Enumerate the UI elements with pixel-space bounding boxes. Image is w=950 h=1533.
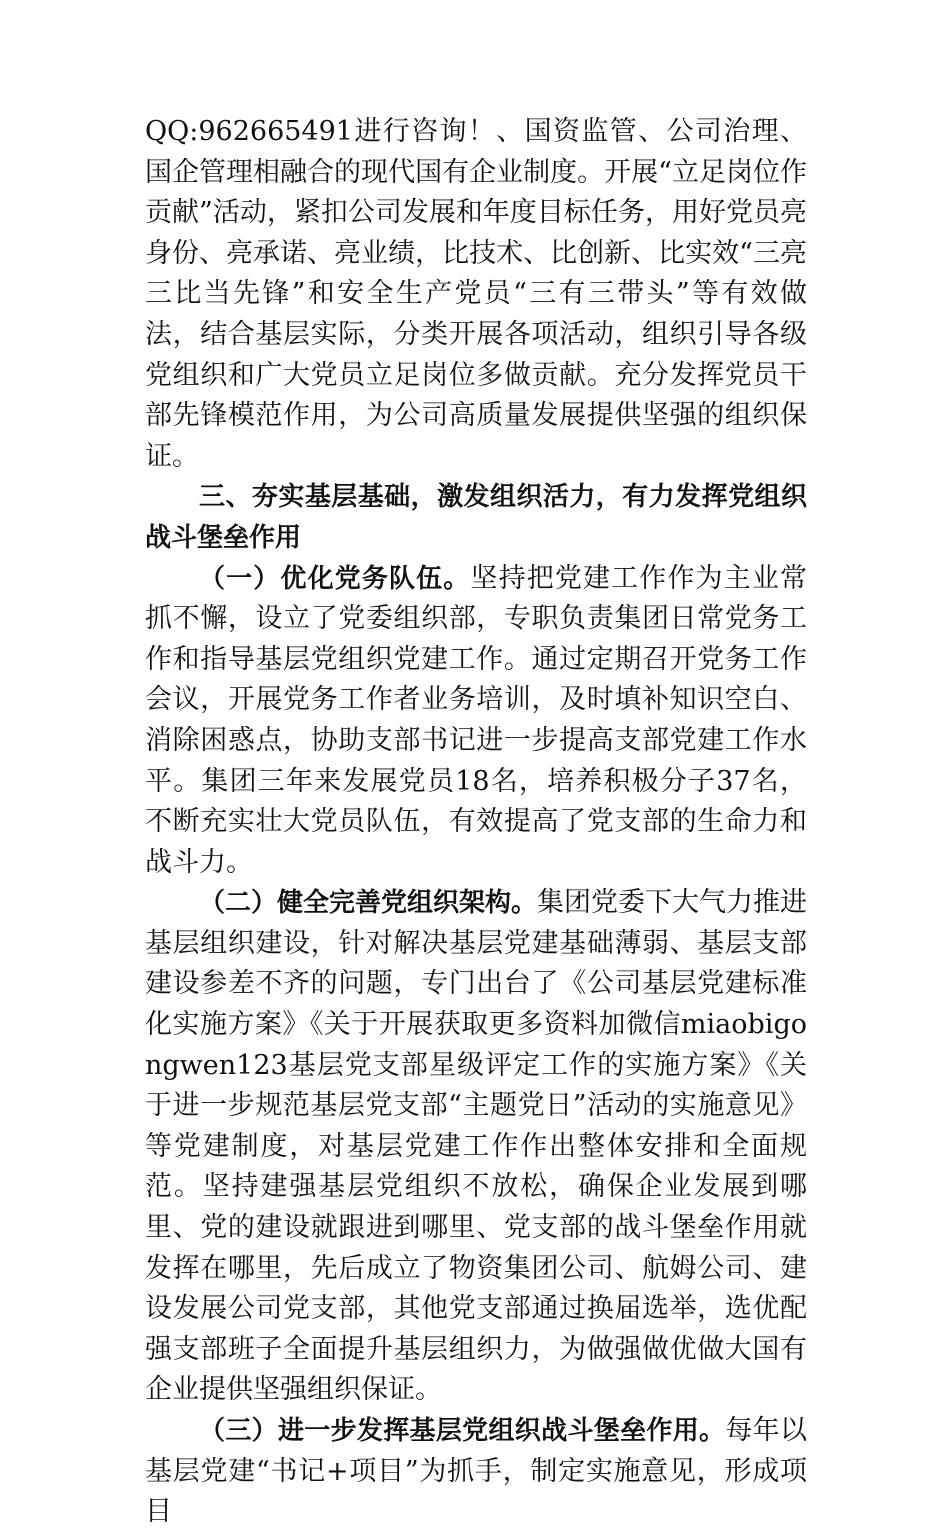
document-page (145, 112, 807, 1533)
subsection-3-body: 每年以基层党建“书记+项目”为抓手，制定实施意见，形成项目 (145, 1415, 807, 1528)
paragraph-subsection-2 (145, 883, 807, 1411)
subsection-3-title: （三）进一步发挥基层党组织战斗堡垒作用。 (199, 1416, 726, 1446)
paragraph-intro: QQ:962665491进行咨询！、国资监管、公司治理、国企管理相融合的现代国有企业制度。开展“立足岗位作贡献”活动，紧扣公司发展和年度目标任务，用好党员亮身份、亮承诺、亮业绩，比技术、比创新、比实效“三亮三比当先锋”和安全生产党员“三有三带头”等有效做法，结合基层实际，分类开展各项活动，组织引导各级党组织和广大党员立足岗位多做贡献。充分发挥党员干部先锋模范作用，为公司高质量发展提供坚强的组织保证。 (145, 116, 807, 472)
subsection-2-title: （二）健全完善党组织架构。 (199, 888, 538, 919)
subsection-2-body: 集团党委下大气力推进基层组织建设，针对解决基层党建基础薄弱、基层支部建设参差不齐的问题，专门出台了《公司基层党建标准化实施方案》《关于开展获取更多资料加微信miaobigongwen123基层党支部星级评定工作的实施方案》《关于进一步规范基层党支部“主题党日”活动的实施意见》等党建制度，对基层党建工作作出整体安排和全面规范。坚持建强基层党组织不放松，确保企业发展到哪里、党的建设就跟进到哪里、党支部的战斗堡垒作用就发挥在哪里，先后成立了物资集团公司、航姆公司、建设发展公司党支部，其他党支部通过换届选举，选优配强支部班子全面提升基层组织力，为做强做优做大国有企业提供坚强组织保证。 (145, 887, 808, 1406)
section-heading-3: 三、夯实基层基础，激发组织活力，有力发挥党组织战斗堡垒作用 (145, 482, 807, 553)
paragraph-subsection-1 (145, 559, 807, 884)
paragraph-subsection-3 (145, 1411, 807, 1533)
subsection-1-body: 坚持把党建工作作为主业常抓不懈，设立了党委组织部，专职负责集团日常党务工作和指导基层党组织党建工作。通过定期召开党务工作会议，开展党务工作者业务培训，及时填补知识空白、消除困惑点，协助支部书记进一步提高支部党建工作水平。集团三年来发展党员18名，培养积极分子37名，不断充实壮大党员队伍，有效提高了党支部的生命力和战斗力。 (145, 562, 807, 878)
subsection-1-title: （一）优化党务队伍。 (199, 563, 471, 594)
